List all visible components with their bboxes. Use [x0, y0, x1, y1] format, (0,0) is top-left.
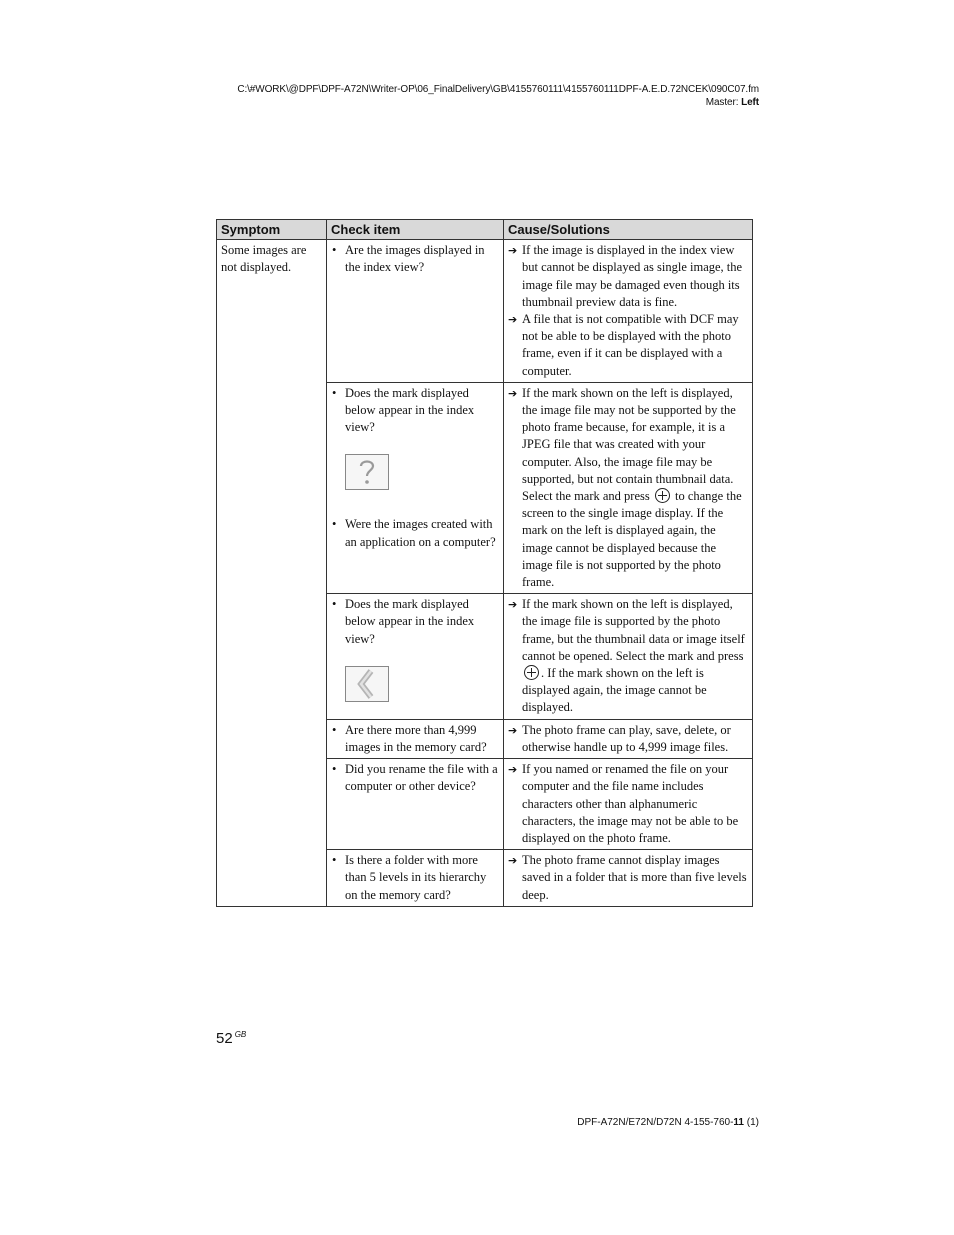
check-item: • Are the images displayed in the index view? [331, 242, 499, 276]
cause-cell [504, 240, 753, 383]
page-number: 52 $^{GB}$ [216, 1030, 247, 1047]
right-arrow-icon: ➔ [508, 763, 518, 777]
troubleshooting-table [216, 219, 753, 907]
check-item: • Is there a folder with more than 5 levels in its hierarchy on the memory card? [331, 852, 499, 904]
file-path-header [237, 83, 759, 109]
circle-plus-icon [655, 488, 670, 503]
circle-plus-icon [524, 665, 539, 680]
cause-item: ➔ If you named or renamed the file on your computer and the file name includes characters other than alphanumeric characters, the image may not be able to be displayed on the photo frame. [508, 762, 739, 845]
right-arrow-icon: ➔ [508, 313, 518, 327]
file-path: C:\#WORK\@DPF\DPF-A72N\Writer-OP\06_FinalDelivery\GB\4155760111\4155760111DPF-A.E.D.72NCEK\090C07.fm [237, 84, 759, 95]
cause-item: ➔ If the image is displayed in the index view but cannot be displayed as single image, the image file may be damaged even though its thumbnail preview data is fine. [508, 243, 743, 309]
cause-cell [504, 719, 753, 758]
model-footer: DPF-A72N/E72N/D72N 4-155-760-11 (1) [577, 1117, 759, 1128]
header-symptom: Symptom [217, 220, 327, 240]
table-header-row [217, 220, 753, 240]
cause-item: ➔ The photo frame cannot display images saved in a folder that is more than five levels deep. [508, 853, 747, 902]
check-item-cell [327, 240, 504, 383]
check-item: • Are there more than 4,999 images in the memory card? [331, 722, 499, 756]
cause-item: ➔ The photo frame can play, save, delete, or otherwise handle up to 4,999 image files. [508, 722, 731, 754]
header-cause-solutions: Cause/Solutions [504, 220, 753, 240]
check-item: • Does the mark displayed below appear in the index view? [331, 385, 499, 437]
right-arrow-icon: ➔ [508, 598, 518, 612]
master-value: Left [741, 97, 759, 108]
table-row [217, 240, 753, 383]
check-item-cell [327, 594, 504, 719]
cause-item: ➔ If the mark shown on the left is displayed, the image file is supported by the photo frame, but the thumbnail data or image itself cannot be opened. Select the mark and press . If the mark shown on the left is displayed again, the image cannot be displayed. [508, 597, 745, 715]
check-item: • Were the images created with an application on a computer? [331, 516, 499, 550]
cause-cell [504, 759, 753, 850]
check-item-cell [327, 759, 504, 850]
check-item-cell [327, 382, 504, 593]
cause-cell [504, 850, 753, 907]
right-arrow-icon: ➔ [508, 386, 518, 400]
right-arrow-icon: ➔ [508, 723, 518, 737]
check-item-cell [327, 719, 504, 758]
header-check-item: Check item [327, 220, 504, 240]
cause-item: ➔ If the mark shown on the left is displayed, the image file may not be supported by the photo frame because, for example, it is a JPEG file that was created with your computer. Also, the image file may be supported, but not contain thumbnail data. Select the mark and press to change the screen to the single image display. If the mark on the left is displayed again, the image cannot be displayed because the image file is not supported by the photo frame. [508, 385, 742, 590]
page-lang: GB [234, 1030, 247, 1039]
check-item: • Does the mark displayed below appear in the index view? [331, 596, 499, 648]
right-arrow-icon: ➔ [508, 244, 518, 258]
cause-item: ➔ A file that is not compatible with DCF may not be able to be displayed with the photo frame, even if it can be displayed with a computer. [508, 312, 739, 378]
right-arrow-icon: ➔ [508, 854, 518, 868]
symptom-cell: Some images are not displayed. [217, 240, 327, 907]
cause-cell [504, 382, 753, 593]
check-item-cell [327, 850, 504, 907]
master-line: Master: Left [705, 97, 759, 108]
cause-cell [504, 594, 753, 719]
check-item: • Did you rename the file with a computer or other device? [331, 761, 499, 795]
question-mark-icon [345, 454, 389, 490]
broken-image-icon [345, 666, 389, 702]
